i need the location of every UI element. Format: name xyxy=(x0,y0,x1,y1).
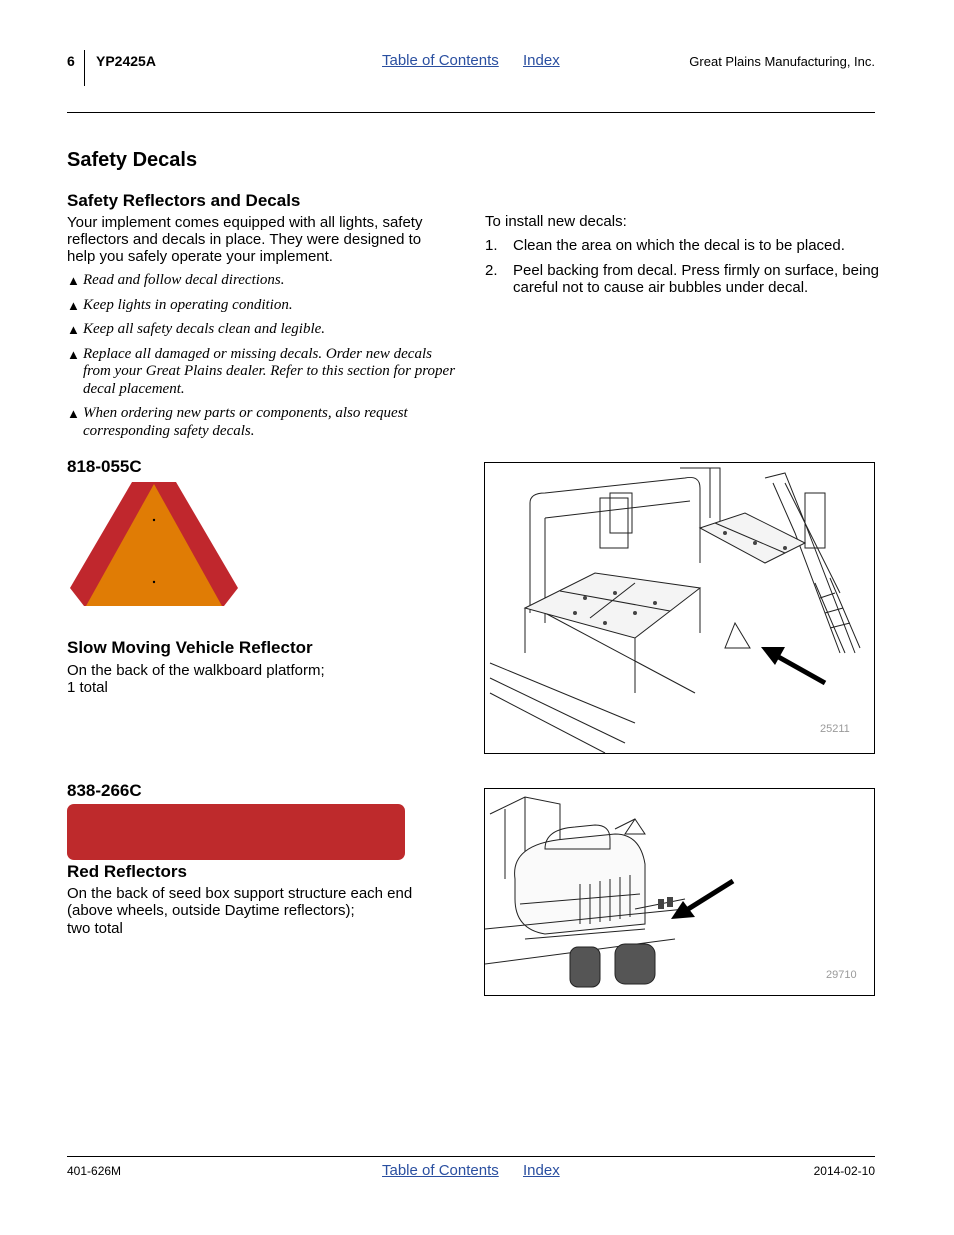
list-item xyxy=(67,405,457,440)
decal-location: On the back of the walkboard platform; xyxy=(67,662,325,679)
warning-triangle-icon: ▲ xyxy=(67,346,80,362)
install-lead: To install new decals: xyxy=(485,213,627,230)
decal-count: 1 total xyxy=(67,679,108,696)
bullet-text: Keep lights in operating condition. xyxy=(83,296,293,313)
footer-toc-link[interactable]: Table of Contents xyxy=(382,1162,499,1179)
smv-reflector-decal xyxy=(68,480,240,608)
footer-doc-code: 401-626M xyxy=(67,1164,122,1178)
doc-id: YP2425A xyxy=(96,53,156,69)
bullet-text: Read and follow decal directions. xyxy=(83,272,285,288)
page-title: Safety Decals xyxy=(67,149,198,171)
footer-index-link[interactable]: Index xyxy=(523,1162,560,1179)
footer-date: 2014-02-10 xyxy=(813,1164,875,1178)
index-link[interactable]: Index xyxy=(523,52,560,69)
callout-arrow xyxy=(685,881,733,911)
step-text: Clean the area on which the decal is to be placed. xyxy=(513,237,845,254)
list-item xyxy=(485,262,885,296)
warning-triangle-icon: ▲ xyxy=(67,406,80,421)
warning-triangle-icon: ▲ xyxy=(67,322,80,337)
bullet-text: Replace all damaged or missing decals. Order new decals from your Great Plains dealer. Refer to this section for proper decal placement. xyxy=(83,345,456,397)
figure-seed-box xyxy=(484,788,875,996)
toc-link[interactable]: Table of Contents xyxy=(382,52,499,69)
decal-location: On the back of seed box support structure each end xyxy=(67,885,413,902)
footer-rule xyxy=(67,1156,875,1157)
list-item xyxy=(67,272,457,290)
walkboard-illustration xyxy=(485,463,874,753)
company-name: Great Plains Manufacturing, Inc. xyxy=(689,54,875,69)
decal-part-number: 838-266C xyxy=(67,781,142,800)
page-number: 6 xyxy=(67,53,75,69)
mounting-hole xyxy=(153,519,155,521)
bullet-text: When ordering new parts or components, also request corresponding safety decals. xyxy=(83,405,408,439)
safety-bullets xyxy=(67,272,457,447)
intro-text: Your implement comes equipped with all lights, safety reflectors and decals in place. They were designed to help you safely operate your implement. xyxy=(67,214,423,265)
decal-title: Slow Moving Vehicle Reflector xyxy=(67,638,313,657)
decal-location: (above wheels, outside Daytime reflectors); xyxy=(67,902,355,919)
figure-walkboard-platform xyxy=(484,462,875,754)
decal-title: Red Reflectors xyxy=(67,862,187,881)
bullet-text: Keep all safety decals clean and legible. xyxy=(83,321,326,337)
mounting-hole xyxy=(153,581,155,583)
list-item xyxy=(485,237,885,254)
install-steps xyxy=(485,237,885,304)
callout-arrow xyxy=(775,655,825,683)
step-number: 2. xyxy=(485,262,498,279)
list-item xyxy=(67,297,457,315)
header-rule xyxy=(67,112,875,113)
figure-number: 25211 xyxy=(820,723,850,735)
seed-box-illustration xyxy=(485,789,874,995)
warning-triangle-icon: ▲ xyxy=(67,297,80,313)
figure-number: 29710 xyxy=(826,969,857,981)
list-item xyxy=(67,321,457,339)
step-text: Peel backing from decal. Press firmly on surface, being careful not to cause air bubbles under decal. xyxy=(513,262,879,296)
decal-part-number: 818-055C xyxy=(67,457,142,476)
warning-triangle-icon: ▲ xyxy=(67,273,80,288)
intro-heading: Safety Reflectors and Decals xyxy=(67,191,301,210)
step-number: 1. xyxy=(485,237,498,254)
list-item xyxy=(67,346,457,399)
red-reflector-decal xyxy=(67,804,405,860)
decal-count: two total xyxy=(67,920,123,937)
header-divider xyxy=(84,50,85,86)
